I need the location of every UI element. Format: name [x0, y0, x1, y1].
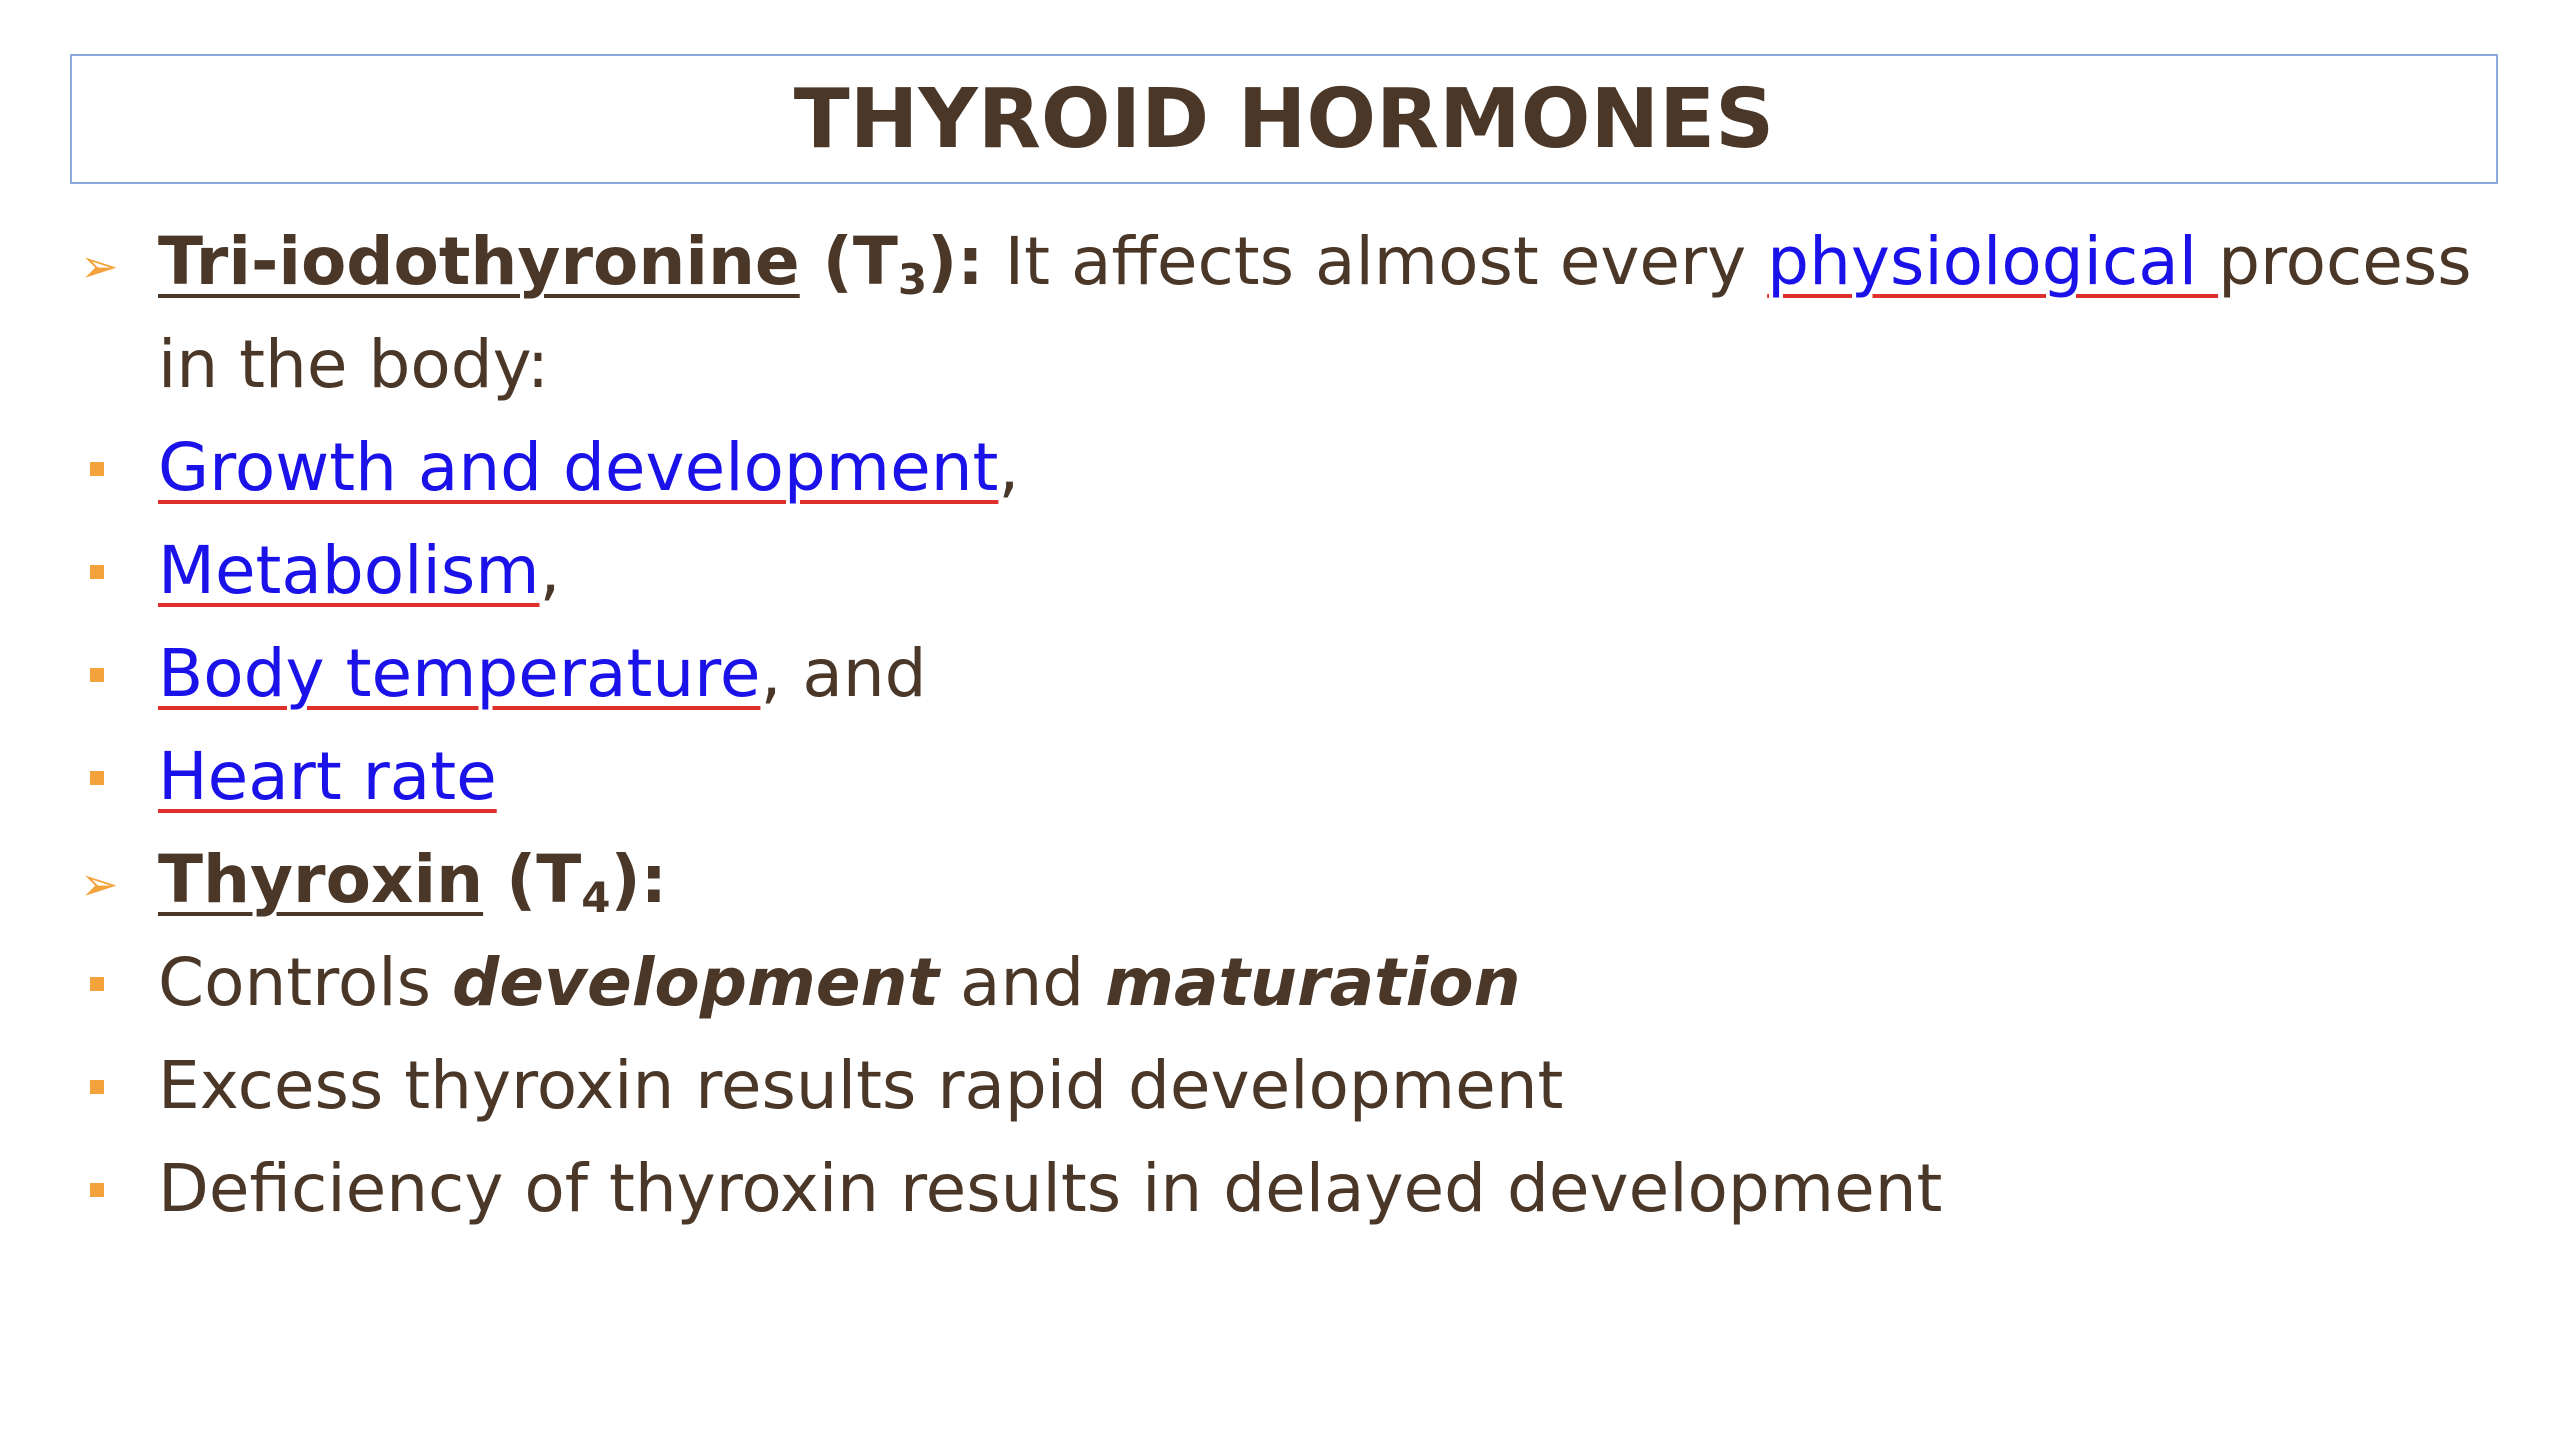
- arrow-bullet-icon: ➢: [80, 239, 119, 293]
- square-bullet-icon: [80, 519, 150, 622]
- list-item-suffix: , and: [760, 635, 927, 712]
- bullet-t4-text: [158, 828, 667, 931]
- emphasis-maturation: maturation: [1105, 944, 1521, 1021]
- square-bullet-icon: [80, 725, 150, 828]
- slide-content: [80, 210, 2500, 1240]
- square-bullet-icon: [80, 1034, 150, 1137]
- t4-subscript: 4: [581, 873, 611, 922]
- link-body-temperature[interactable]: Body temperature: [158, 635, 761, 712]
- bullet-t4: [80, 828, 2500, 931]
- list-item: [80, 1034, 2500, 1137]
- t3-text-after-link: process: [2218, 223, 2472, 300]
- t3-paren-close: ):: [927, 223, 984, 300]
- bullet-t3-text: [158, 210, 2472, 313]
- square-bullet-icon: [80, 416, 150, 519]
- bullet-t3: [80, 210, 2500, 313]
- t3-text-before-link: It affects almost every: [983, 223, 1768, 300]
- t4-paren-open: (T: [483, 841, 582, 918]
- link-physiological[interactable]: physiological: [1767, 223, 2219, 300]
- emphasis-development: development: [451, 944, 940, 1021]
- t3-paren-open: (T: [799, 223, 898, 300]
- list-item: [80, 1137, 2500, 1240]
- list-item-suffix: ,: [539, 532, 561, 609]
- arrow-bullet-icon: ➢: [80, 857, 119, 911]
- square-bullet-icon: [80, 931, 150, 1034]
- title-box: [70, 54, 2498, 184]
- square-bullet-icon: [80, 1137, 150, 1240]
- square-bullet-icon: [80, 622, 150, 725]
- list-item: [80, 622, 2500, 725]
- link-heart-rate[interactable]: Heart rate: [158, 738, 497, 815]
- list-item: [80, 416, 2500, 519]
- t3-continuation: in the body:: [158, 326, 550, 403]
- list-item-suffix: ,: [998, 429, 1020, 506]
- list-item: [80, 931, 2500, 1034]
- t4-paren-close: ):: [610, 841, 668, 918]
- t3-term: Tri-iodothyronine: [158, 223, 800, 300]
- deficiency-text: Deficiency of thyroxin results in delayed development: [158, 1150, 1943, 1227]
- list-item: [80, 725, 2500, 828]
- list-item: [80, 519, 2500, 622]
- bullet-t3-continuation: [80, 313, 2500, 416]
- link-growth-and-development[interactable]: Growth and development: [158, 429, 999, 506]
- excess-text: Excess thyroxin results rapid development: [158, 1047, 1564, 1124]
- link-metabolism[interactable]: Metabolism: [158, 532, 540, 609]
- t4-term: Thyroxin: [158, 841, 484, 918]
- slide-title: THYROID HORMONES: [793, 71, 1775, 167]
- t3-subscript: 3: [897, 255, 928, 304]
- controls-text: Controls development and maturation: [158, 944, 1521, 1021]
